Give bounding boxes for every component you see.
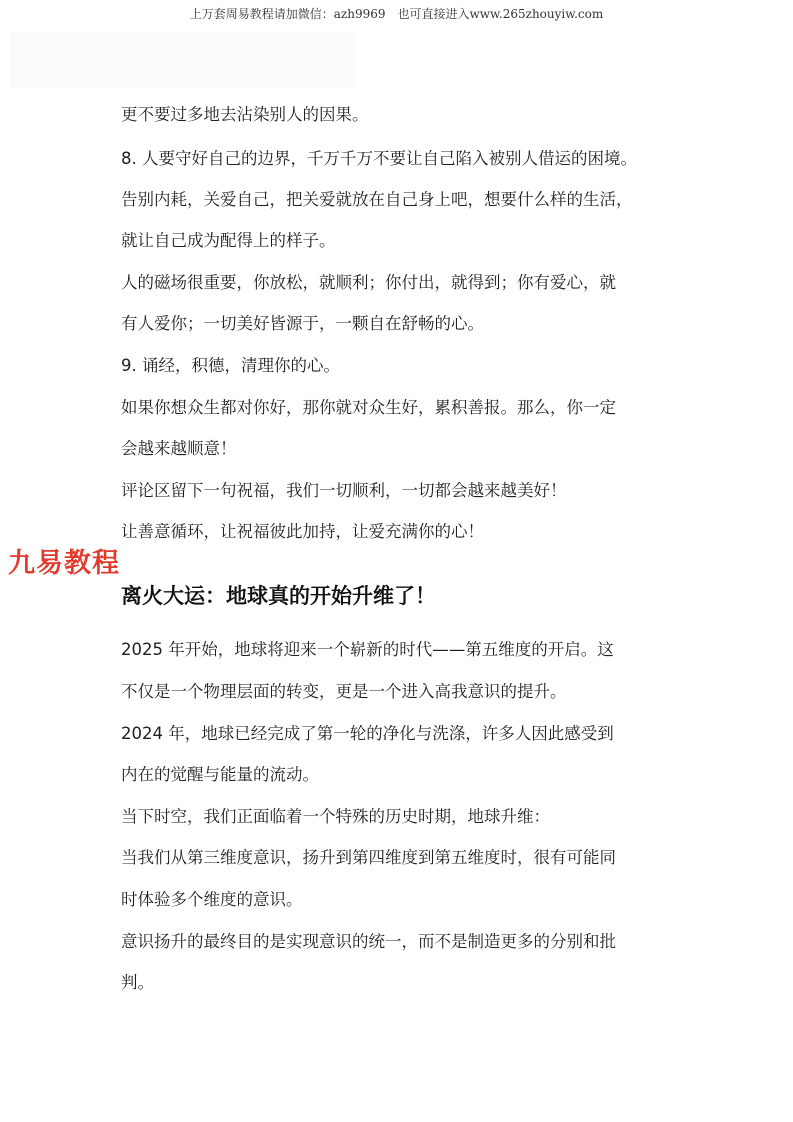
paragraph-line: 有人爱你；一切美好皆源于，一颗自在舒畅的心。	[121, 314, 484, 333]
paragraph-line: 会越来越顺意！	[121, 439, 237, 458]
paragraph-line: 意识扬升的最终目的是实现意识的统一，而不是制造更多的分别和批	[121, 932, 616, 951]
paragraph-line: 更不要过多地去沾染别人的因果。	[121, 105, 369, 124]
paragraph-line: 不仅是一个物理层面的转变，更是一个进入高我意识的提升。	[121, 682, 567, 701]
paragraph-line: 当我们从第三维度意识，扬升到第四维度到第五维度时，很有可能同	[121, 848, 616, 867]
section-heading: 离火大运：地球真的开始升维了！	[121, 584, 436, 608]
paragraph-line: 就让自己成为配得上的样子。	[121, 231, 336, 250]
paragraph-line: 时体验多个维度的意识。	[121, 890, 303, 909]
paragraph-line: 判。	[121, 973, 154, 992]
paragraph-line: 告别内耗，关爱自己，把关爱就放在自己身上吧，想要什么样的生活，	[121, 190, 633, 209]
paragraph-line: 评论区留下一句祝福，我们一切顺利，一切都会越来越美好！	[121, 481, 567, 500]
paragraph-line: 8. 人要守好自己的边界，千万千万不要让自己陷入被别人借运的困境。	[121, 149, 637, 168]
watermark-logo: 九易教程	[8, 548, 120, 579]
paragraph-line: 让善意循环，让祝福彼此加持，让爱充满你的心！	[121, 522, 484, 541]
top-banner: 上万套周易教程请加微信：azh9969 也可直接进入www.265zhouyiw.com	[189, 7, 604, 21]
paragraph-line: 当下时空，我们正面临着一个特殊的历史时期，地球升维：	[121, 807, 550, 826]
paragraph-line: 如果你想众生都对你好，那你就对众生好，累积善报。那么，你一定	[121, 398, 616, 417]
paragraph-line: 9. 诵经，积德，清理你的心。	[121, 356, 340, 375]
paragraph-line: 人的磁场很重要，你放松，就顺利；你付出，就得到；你有爱心，就	[121, 273, 616, 292]
paragraph-line: 内在的觉醒与能量的流动。	[121, 765, 319, 784]
paragraph-line: 2024 年，地球已经完成了第一轮的净化与洗涤，许多人因此感受到	[121, 724, 614, 743]
paragraph-line: 2025 年开始，地球将迎来一个崭新的时代——第五维度的开启。这	[121, 640, 614, 659]
scan-smudge	[10, 32, 356, 88]
